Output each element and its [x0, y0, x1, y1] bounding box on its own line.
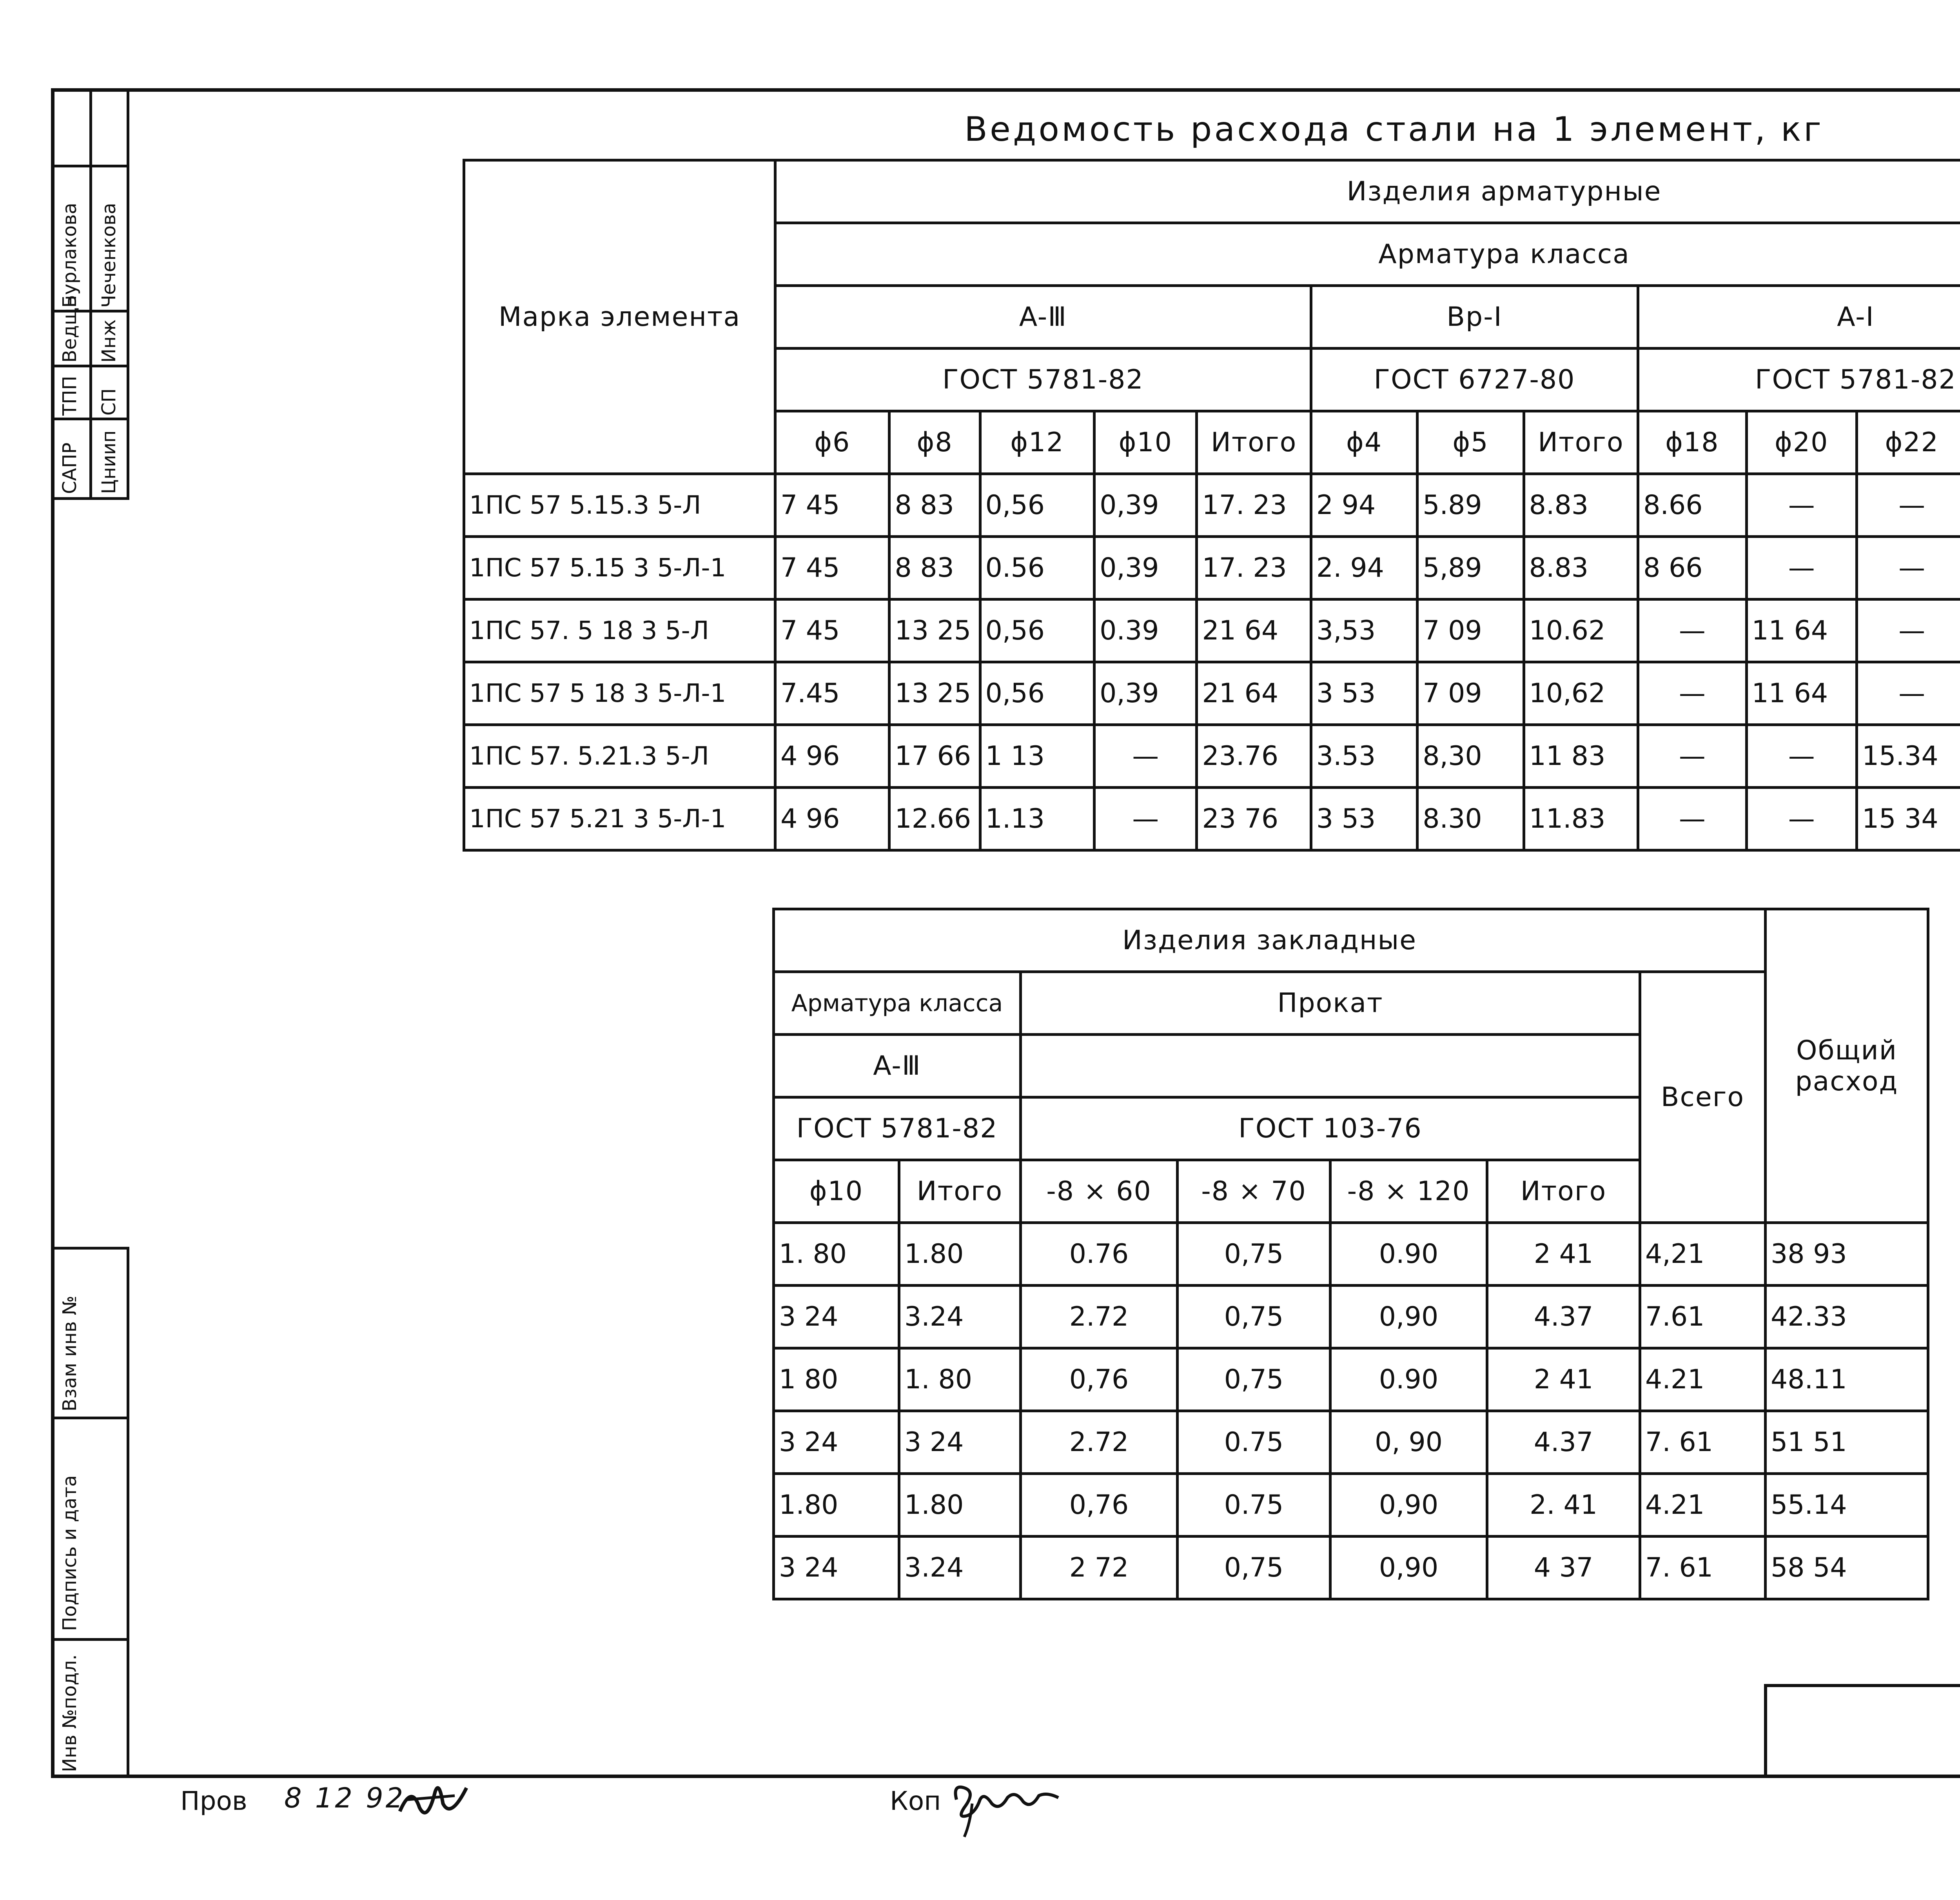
table-row: [774, 1348, 1928, 1411]
col-header: ϕ12: [980, 411, 1094, 474]
value-cell: 1.13: [980, 788, 1094, 850]
value-cell: 1 80: [774, 1348, 899, 1411]
t2-empty-cell: [1021, 1035, 1640, 1097]
value-cell: 0.76: [1021, 1223, 1178, 1286]
col-header: ϕ6: [775, 411, 889, 474]
table-row: [774, 1537, 1928, 1599]
value-cell: 23 76: [1197, 788, 1311, 850]
value-cell: 13 25: [889, 662, 980, 725]
value-cell: 0.90: [1330, 1223, 1487, 1286]
value-cell: 4.21: [1640, 1474, 1766, 1537]
value-cell: 3.53: [1311, 725, 1417, 788]
table-row: [774, 1411, 1928, 1474]
value-cell: 2. 94: [1311, 537, 1417, 599]
t2-col-header: -8 × 60: [1021, 1160, 1178, 1223]
value-cell: 7. 61: [1640, 1411, 1766, 1474]
value-cell: 11 64: [1746, 662, 1857, 725]
value-cell: 1.80: [774, 1474, 899, 1537]
footer-kop: Коп: [890, 1786, 941, 1816]
value-cell: 3 24: [899, 1411, 1021, 1474]
embedded-table-body: [774, 1223, 1928, 1599]
value-cell: 10.62: [1524, 599, 1638, 662]
t2-gost1: ГОСТ 5781-82: [774, 1097, 1021, 1160]
table-row: [464, 537, 1960, 599]
value-cell: 3 53: [1311, 662, 1417, 725]
value-cell: 51 51: [1766, 1411, 1928, 1474]
t2-general-header: Общий расход: [1766, 909, 1928, 1223]
value-cell: 1 13: [980, 725, 1094, 788]
value-cell: 0,39: [1094, 662, 1197, 725]
side-label-burlakova: Бурлакова: [59, 203, 81, 308]
value-cell: 7 45: [775, 537, 889, 599]
value-cell: —: [1746, 474, 1857, 537]
value-cell: 2.72: [1021, 1411, 1178, 1474]
value-cell: 8,30: [1417, 725, 1524, 788]
value-cell: 17. 23: [1197, 537, 1311, 599]
table-row: [464, 662, 1960, 725]
value-cell: —: [1638, 788, 1746, 850]
t2-col-header: Итого: [899, 1160, 1021, 1223]
value-cell: 15 34: [1857, 788, 1960, 850]
side-label-tpp: ТПП: [59, 376, 81, 416]
value-cell: 55.14: [1766, 1474, 1928, 1537]
value-cell: —: [1857, 537, 1960, 599]
t2-class-name: A-Ⅲ: [774, 1035, 1021, 1097]
mark-cell: 1ПС 57. 5 18 3 5-Л: [464, 599, 775, 662]
value-cell: 3 24: [774, 1411, 899, 1474]
t2-class-label: Арматура класса: [774, 972, 1021, 1035]
col-mark-header: Марка элемента: [464, 160, 775, 474]
value-cell: 0,75: [1178, 1537, 1330, 1599]
table-row: [464, 725, 1960, 788]
footer-prov: Пров: [180, 1786, 247, 1816]
value-cell: 8.66: [1638, 474, 1746, 537]
value-cell: —: [1857, 599, 1960, 662]
value-cell: 58 54: [1766, 1537, 1928, 1599]
mark-cell: 1ПС 57 5.15 3 5-Л-1: [464, 537, 775, 599]
col-header: Итого: [1524, 411, 1638, 474]
col-header: ϕ22: [1857, 411, 1960, 474]
t2-rolled-label: Прокат: [1021, 972, 1640, 1035]
value-cell: 0.90: [1330, 1348, 1487, 1411]
value-cell: 3,53: [1311, 599, 1417, 662]
value-cell: —: [1746, 725, 1857, 788]
value-cell: 13 25: [889, 599, 980, 662]
value-cell: 38 93: [1766, 1223, 1928, 1286]
value-cell: —: [1638, 662, 1746, 725]
value-cell: —: [1094, 788, 1197, 850]
value-cell: 0, 90: [1330, 1411, 1487, 1474]
value-cell: 4 37: [1487, 1537, 1640, 1599]
value-cell: 12.66: [889, 788, 980, 850]
value-cell: 17 66: [889, 725, 980, 788]
value-cell: 2 94: [1311, 474, 1417, 537]
table-row: [774, 1223, 1928, 1286]
class-bp1: Bp-I: [1311, 286, 1638, 349]
subgroup-title: Арматура класса: [775, 223, 1960, 286]
col-header: ϕ20: [1746, 411, 1857, 474]
table-row: [464, 599, 1960, 662]
value-cell: 1.80: [899, 1474, 1021, 1537]
value-cell: —: [1746, 537, 1857, 599]
table-row: [774, 1474, 1928, 1537]
value-cell: 0,90: [1330, 1474, 1487, 1537]
col-header: ϕ10: [1094, 411, 1197, 474]
table-row: [464, 474, 1960, 537]
value-cell: —: [1638, 725, 1746, 788]
value-cell: 0,75: [1178, 1286, 1330, 1348]
col-header: ϕ5: [1417, 411, 1524, 474]
value-cell: 11.83: [1524, 788, 1638, 850]
side-label-vzam: Взам инв №: [59, 1295, 81, 1411]
value-cell: 11 64: [1746, 599, 1857, 662]
value-cell: 1. 80: [899, 1348, 1021, 1411]
value-cell: 0.75: [1178, 1411, 1330, 1474]
value-cell: 0,75: [1178, 1223, 1330, 1286]
value-cell: 5,89: [1417, 537, 1524, 599]
embedded-table: [772, 908, 1929, 1600]
value-cell: 2. 41: [1487, 1474, 1640, 1537]
value-cell: 0,76: [1021, 1348, 1178, 1411]
value-cell: 2 72: [1021, 1537, 1178, 1599]
value-cell: 42.33: [1766, 1286, 1928, 1348]
value-cell: 7 09: [1417, 599, 1524, 662]
side-label-chechenkova: Чеченкова: [98, 203, 120, 308]
value-cell: 1.80: [899, 1223, 1021, 1286]
value-cell: 0.56: [980, 537, 1094, 599]
value-cell: 7. 61: [1640, 1537, 1766, 1599]
t2-col-header: -8 × 120: [1330, 1160, 1487, 1223]
value-cell: —: [1857, 662, 1960, 725]
mark-cell: 1ПС 57. 5.21.3 5-Л: [464, 725, 775, 788]
value-cell: 0,76: [1021, 1474, 1178, 1537]
value-cell: 8 83: [889, 537, 980, 599]
value-cell: 17. 23: [1197, 474, 1311, 537]
rebar-table-body: [464, 474, 1960, 850]
value-cell: 0,75: [1178, 1348, 1330, 1411]
side-label-inv: Инв №подл.: [59, 1654, 81, 1772]
side-label-sapr: САПР: [59, 442, 81, 494]
gost-a1: ГОСТ 5781-82: [1638, 349, 1960, 411]
value-cell: 8.83: [1524, 474, 1638, 537]
mark-cell: 1ПС 57 5.15.3 5-Л: [464, 474, 775, 537]
class-a3: A-Ⅲ: [775, 286, 1311, 349]
value-cell: 7 45: [775, 474, 889, 537]
value-cell: 0.75: [1178, 1474, 1330, 1537]
mark-cell: 1ПС 57 5.21 3 5-Л-1: [464, 788, 775, 850]
value-cell: 7 45: [775, 599, 889, 662]
t2-col-header: Итого: [1487, 1160, 1640, 1223]
rebar-table: [463, 159, 1960, 852]
value-cell: 4.37: [1487, 1286, 1640, 1348]
side-label-sp: СП: [98, 388, 120, 416]
value-cell: 15.34: [1857, 725, 1960, 788]
value-cell: 0,56: [980, 599, 1094, 662]
t2-col-header: -8 × 70: [1178, 1160, 1330, 1223]
value-cell: 4,21: [1640, 1223, 1766, 1286]
side-label-vedshch: Ведщн: [59, 295, 81, 363]
value-cell: 3 24: [774, 1286, 899, 1348]
gost-a3: ГОСТ 5781-82: [775, 349, 1311, 411]
side-label-inzh: Инж: [98, 319, 120, 363]
page-title: Ведомость расхода стали на 1 элемент, кг: [964, 110, 1824, 149]
value-cell: 2 41: [1487, 1223, 1640, 1286]
value-cell: 2 41: [1487, 1348, 1640, 1411]
value-cell: 4.21: [1640, 1348, 1766, 1411]
value-cell: 7.45: [775, 662, 889, 725]
mark-cell: 1ПС 57 5 18 3 5-Л-1: [464, 662, 775, 725]
value-cell: —: [1638, 599, 1746, 662]
value-cell: 4 96: [775, 788, 889, 850]
footer-prov-date: 8 12 92: [284, 1782, 406, 1814]
col-header: Итого: [1197, 411, 1311, 474]
side-label-tsniip: Цниип: [98, 430, 120, 494]
value-cell: 0,39: [1094, 537, 1197, 599]
value-cell: 3.24: [899, 1286, 1021, 1348]
value-cell: 10,62: [1524, 662, 1638, 725]
col-header: ϕ4: [1311, 411, 1417, 474]
value-cell: 0.39: [1094, 599, 1197, 662]
value-cell: 0,90: [1330, 1286, 1487, 1348]
t2-col-header: ϕ10: [774, 1160, 899, 1223]
value-cell: —: [1746, 788, 1857, 850]
value-cell: 4 96: [775, 725, 889, 788]
value-cell: 2.72: [1021, 1286, 1178, 1348]
value-cell: 3 24: [774, 1537, 899, 1599]
value-cell: —: [1857, 474, 1960, 537]
value-cell: 8.30: [1417, 788, 1524, 850]
value-cell: 0,90: [1330, 1537, 1487, 1599]
side-label-podpis: Подпись и дата: [59, 1475, 81, 1631]
value-cell: 21 64: [1197, 599, 1311, 662]
class-a1: A-I: [1638, 286, 1960, 349]
value-cell: 8 83: [889, 474, 980, 537]
value-cell: 3.24: [899, 1537, 1021, 1599]
table-row: [464, 788, 1960, 850]
gost-bp1: ГОСТ 6727-80: [1311, 349, 1638, 411]
title-block: [1764, 1684, 1960, 1778]
value-cell: —: [1094, 725, 1197, 788]
t2-group-title: Изделия закладные: [774, 909, 1766, 972]
value-cell: 0,56: [980, 474, 1094, 537]
value-cell: 0,56: [980, 662, 1094, 725]
value-cell: 1. 80: [774, 1223, 899, 1286]
value-cell: 5.89: [1417, 474, 1524, 537]
group-title: Изделия арматурные: [775, 160, 1960, 223]
value-cell: 23.76: [1197, 725, 1311, 788]
value-cell: 8.83: [1524, 537, 1638, 599]
value-cell: 7.61: [1640, 1286, 1766, 1348]
value-cell: 4.37: [1487, 1411, 1640, 1474]
value-cell: 48.11: [1766, 1348, 1928, 1411]
prov-signature: [396, 1776, 474, 1827]
t2-total-header: Всего: [1640, 972, 1766, 1223]
value-cell: 21 64: [1197, 662, 1311, 725]
value-cell: 3 53: [1311, 788, 1417, 850]
value-cell: 0,39: [1094, 474, 1197, 537]
value-cell: 8 66: [1638, 537, 1746, 599]
col-header: ϕ18: [1638, 411, 1746, 474]
value-cell: 11 83: [1524, 725, 1638, 788]
col-header: ϕ8: [889, 411, 980, 474]
table-row: [774, 1286, 1928, 1348]
t2-gost2: ГОСТ 103-76: [1021, 1097, 1640, 1160]
kop-signature: [949, 1776, 1074, 1839]
value-cell: 7 09: [1417, 662, 1524, 725]
